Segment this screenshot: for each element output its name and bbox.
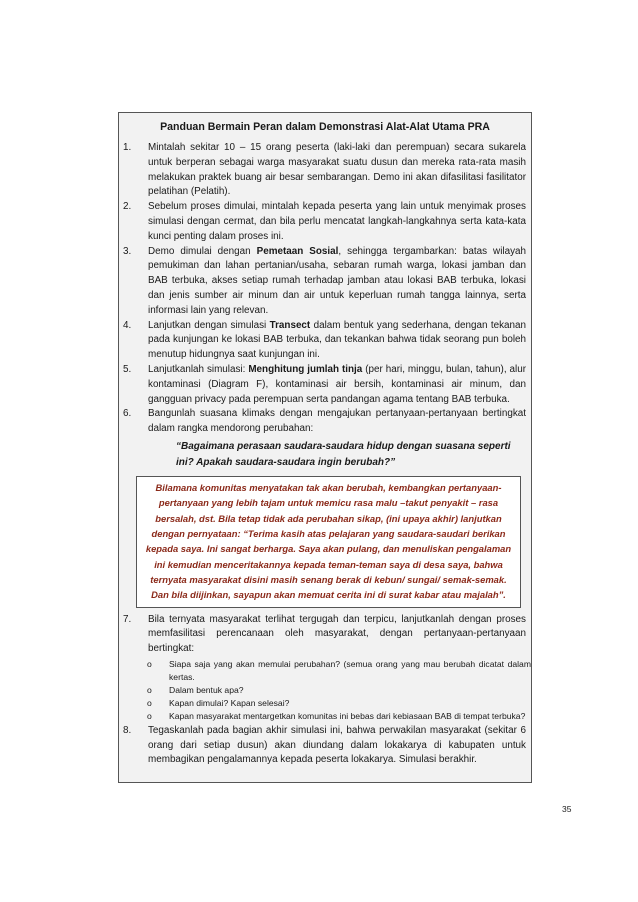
planning-questions-list <box>119 658 531 723</box>
step-number: 4. <box>123 319 132 331</box>
step-text-pre: Demo dimulai dengan <box>148 245 257 257</box>
step-text-post: , sehingga tergambarkan: batas wilayah pemukiman dan lahan pertanian/usaha, sebaran rumah warga, lokasi jamban dan BAB terbuka, akses setiap rumah terhadap jamban atau lokasi BAB terbuka, lokasi dan jenis sumber air minum dan air untuk keperluan rumah tangga lainnya, serta informasi lain yang relevan. <box>148 245 526 316</box>
step-number: 5. <box>123 363 132 375</box>
step-text: Bangunlah suasana klimaks dengan mengajukan pertanyaan-pertanyaan bertingkat dalam rangka mendorong perubahan: <box>148 408 526 435</box>
facilitator-note: Bilamana komunitas menyatakan tak akan berubah, kembangkan pertanyaan-pertanyaan yang lebih tajam untuk memicu rasa malu –takut penyakit – rasa bersalah, dst. Bila tetap tidak ada perubahan sikap, (ini upaya akhir) lanjutkan dengan pernyataan: “Terima kasih atas pelajaran yang saudara-saudari berikan kepada saya. Ini sangat berharga. Saya akan pulang, dan menuliskan pengalaman ini kemudian menceritakannya kepada teman-teman saya di desa saya, bahwa ternyata masyarakat disini masih senang berak di kebun/ sungai/ semak-semak. Dan bila diijinkan, sayapun akan memuat cerita ini di surat kabar atau majalah”. <box>136 476 521 607</box>
step-5 <box>119 363 531 407</box>
step-number: 2. <box>123 201 132 213</box>
bullet-icon: o <box>147 658 152 669</box>
step-number: 7. <box>123 613 132 625</box>
step-1 <box>119 141 531 200</box>
step-8 <box>119 724 531 768</box>
step-text: Mintalah sekitar 10 – 15 orang peserta (laki-laki dan perempuan) secara sukarela untuk berperan sebagai warga masyarakat suatu dusun dan mereka rata-rata masih melakukan praktek buang air besar sembarangan. Demo ini akan difasilitasi fasilitator pelatihan (Pelatih). <box>148 142 526 198</box>
step-text-post: dalam bentuk yang sederhana, dengan tekanan pada kunjungan ke lokasi BAB terbuka, dan tekankan bahwa tidak seorang pun boleh menutup hidungnya saat kunjungan ini. <box>148 319 526 361</box>
step-3 <box>119 245 531 319</box>
list-item-text: Siapa saja yang akan memulai perubahan? (semua orang yang mau berubah dicatat dalam kertas. <box>169 658 531 682</box>
list-item-text: Dalam bentuk apa? <box>169 684 244 695</box>
guide-title: Panduan Bermain Peran dalam Demonstrasi Alat-Alat Utama PRA <box>160 121 490 133</box>
step-4 <box>119 319 531 363</box>
step-keyword: Transect <box>269 319 311 331</box>
list-item <box>147 710 531 723</box>
bullet-icon: o <box>147 684 152 695</box>
list-item <box>147 658 531 684</box>
step-number: 8. <box>123 724 132 736</box>
key-question-quote: “Bagaimana perasaan saudara-saudara hidup dengan suasana seperti ini? Apakah saudara-saudara ingin berubah?” <box>176 440 511 468</box>
list-item-text: Kapan masyarakat mentargetkan komunitas ini bebas dari kebiasaan BAB di tempat terbuka? <box>169 710 526 721</box>
bullet-icon: o <box>147 710 152 721</box>
step-text-pre: Lanjutkanlah simulasi: <box>148 363 249 375</box>
step-number: 6. <box>123 408 132 420</box>
step-keyword: Menghitung jumlah tinja <box>248 363 363 375</box>
step-text-pre: Lanjutkan dengan simulasi <box>148 319 270 331</box>
step-text: Bila ternyata masyarakat terlihat tergugah dan terpicu, lanjutkanlah dengan proses memfasilitasi perencanaan oleh masyarakat, dengan pertanyaan-pertanyaan bertingkat: <box>148 613 526 655</box>
step-text-post: (per hari, minggu, bulan, tahun), alur kontaminasi (Diagram F), kontaminasi air bersih, kontaminasi air minum, dan gangguan privacy pada perempuan serta pandangan agama tentang BAB terbuka. <box>148 363 526 405</box>
step-text: Tegaskanlah pada bagian akhir simulasi ini, bahwa perwakilan masyarakat (sekitar 6 orang dari setiap dusun) akan diundang dalam lokakarya di kabupaten untuk membagikan pengalamannya kepada peserta lokakarya. Simulasi berakhir. <box>148 724 526 766</box>
steps-list <box>119 141 531 437</box>
list-item <box>147 697 531 710</box>
step-2 <box>119 200 531 244</box>
page-number: 35 <box>562 804 572 814</box>
step-6 <box>119 407 531 437</box>
step-7 <box>119 613 531 657</box>
guide-box <box>118 112 532 783</box>
step-keyword: Pemetaan Sosial <box>256 245 339 257</box>
step-number: 1. <box>123 142 132 153</box>
bullet-icon: o <box>147 697 152 708</box>
list-item-text: Kapan dimulai? Kapan selesai? <box>169 697 290 708</box>
step-text: Sebelum proses dimulai, mintalah kepada peserta yang lain untuk menyimak proses simulasi dengan cermat, dan bila perlu mencatat langkah-langkahnya serta kata-kata kunci penting dalam proses ini. <box>148 201 526 242</box>
list-item <box>147 684 531 697</box>
step-number: 3. <box>123 245 132 257</box>
